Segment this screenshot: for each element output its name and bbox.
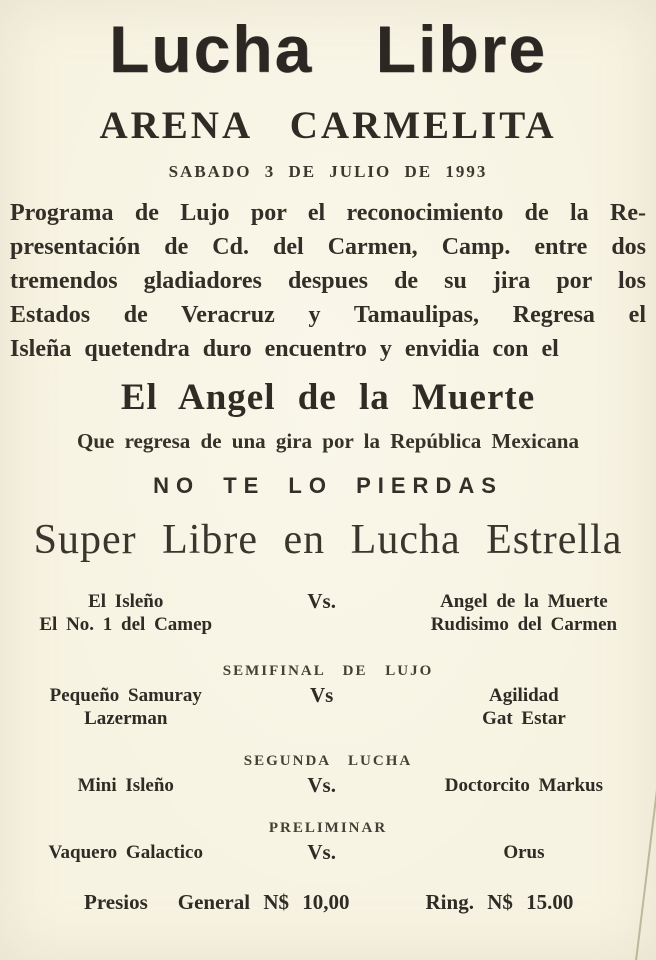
fighter-name: Rudisimo del Carmen <box>430 614 618 635</box>
headliner-subtitle: Que regresa de una gira por la República Mexicana <box>77 429 579 453</box>
intro-line: tremendos gladiadores despues de su jira por los <box>10 268 646 294</box>
fighter-name: Angel de la Muerte <box>440 591 608 612</box>
fighter-name: Mini Isleño <box>77 775 174 796</box>
fighter-name: Orus <box>503 842 545 863</box>
match-row-semifinal <box>0 684 656 730</box>
headliner-name: El Angel de la Muerte <box>120 377 536 418</box>
match-row-segunda <box>0 774 656 797</box>
fighter-name: Doctorcito Markus <box>444 775 604 796</box>
callout-text: NO TE LO PIERDAS <box>153 473 503 498</box>
fighter-name: Gat Estar <box>482 708 566 729</box>
price-general: General N$ 10,00 <box>177 890 350 914</box>
event-date: SABADO 3 DE JULIO DE 1993 <box>168 162 488 181</box>
fighter-name: Vaquero Galactico <box>48 842 203 863</box>
fighter-left <box>12 684 240 730</box>
fighter-right <box>404 590 644 636</box>
fighter-name: Agilidad <box>489 685 559 706</box>
intro-paragraph <box>10 196 646 366</box>
intro-line: Programa de Lujo por el reconocimiento de la Re- <box>10 200 646 226</box>
fighter-name: Lazerman <box>84 708 168 729</box>
intro-line: presentación de Cd. del Carmen, Camp. entre dos <box>10 234 646 260</box>
poster-title: Lucha Libre <box>108 12 548 86</box>
vs-label: Vs. <box>307 773 336 797</box>
fighter-name: El No. 1 del Camep <box>39 614 213 635</box>
vs-label: Vs. <box>307 840 336 864</box>
match-label-semifinal: SEMIFINAL DE LUJO <box>222 663 434 679</box>
match-row-preliminar <box>0 841 656 864</box>
vs-label: Vs <box>310 683 334 707</box>
venue-name: ARENA CARMELITA <box>99 104 557 147</box>
fighter-left <box>12 774 240 797</box>
main-event-title: Super Libre en Lucha Estrella <box>33 517 623 563</box>
price-label: Presios <box>84 890 148 914</box>
match-card <box>0 590 656 864</box>
prices-row <box>0 890 656 915</box>
fighter-right <box>404 774 644 797</box>
price-ring: Ring. N$ 15.00 <box>425 890 574 914</box>
match-row-main <box>0 590 656 636</box>
intro-line: Estados de Veracruz y Tamaulipas, Regresa el <box>10 302 646 328</box>
match-label-segunda: SEGUNDA LUCHA <box>243 753 413 769</box>
fighter-right <box>404 841 644 864</box>
intro-line: Isleña quetendra duro encuentro y envidia con el <box>10 336 559 362</box>
fighter-left <box>12 590 240 636</box>
match-label-preliminar: PRELIMINAR <box>268 820 388 836</box>
fighter-name: Pequeño Samuray <box>49 685 202 706</box>
fighter-name: El Isleño <box>88 591 164 612</box>
fighter-right <box>404 684 644 730</box>
vs-label: Vs. <box>307 589 336 613</box>
fighter-left <box>12 841 240 864</box>
